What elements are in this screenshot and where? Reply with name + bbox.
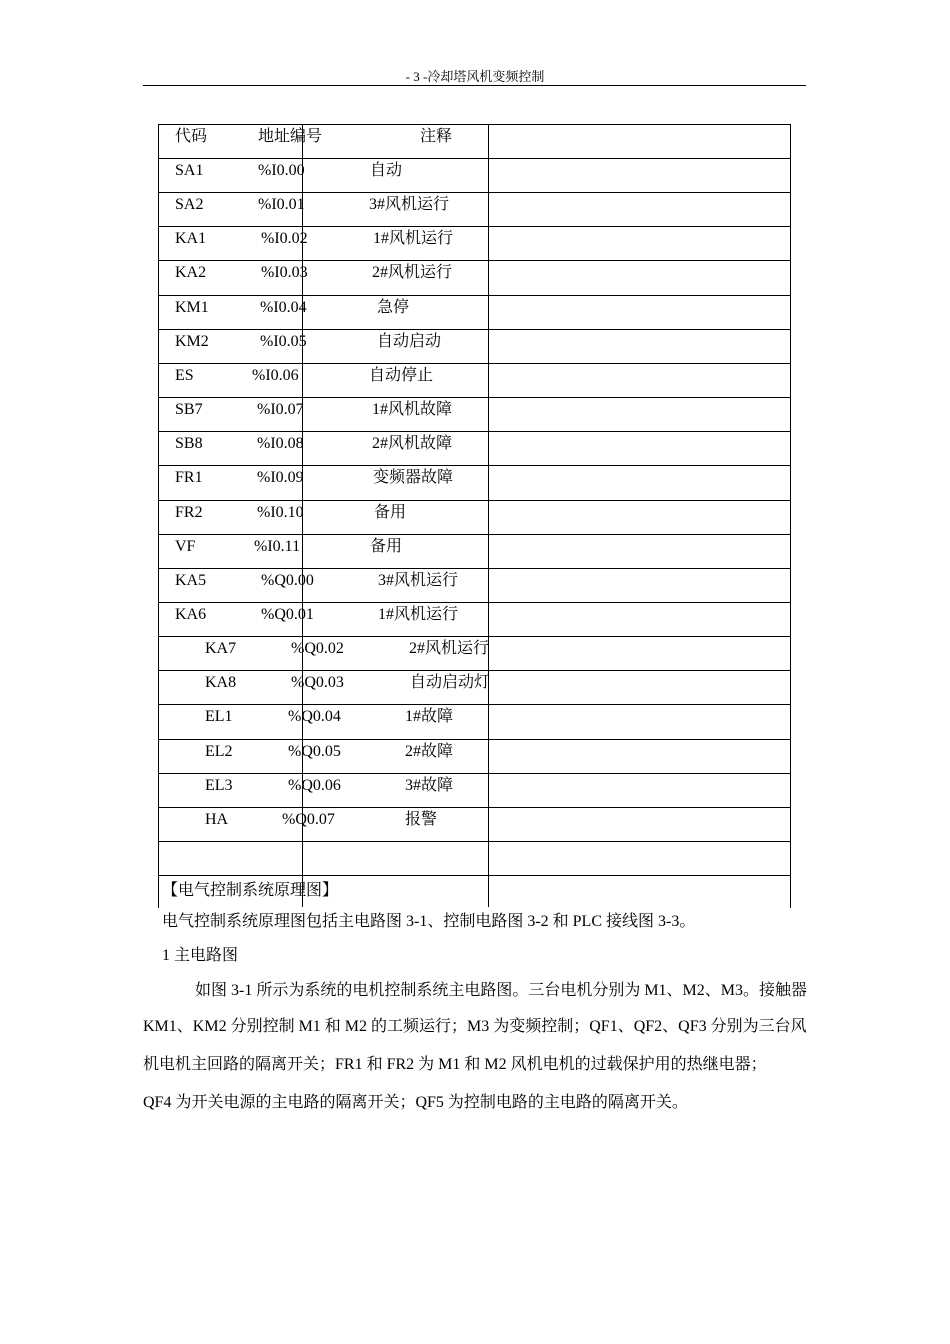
table-row-line [158, 500, 790, 501]
section-title: 【电气控制系统原理图】 [162, 882, 339, 899]
row-code: KA2 [175, 264, 207, 282]
row-code: SA1 [175, 162, 204, 179]
row-note: 备用 [370, 537, 403, 555]
row-note: 2#风机运行 [372, 264, 453, 282]
table-row-line [158, 773, 790, 774]
row-code: KA6 [175, 605, 207, 623]
table-row-line [158, 431, 790, 432]
row-note: 自动启动灯 [410, 674, 491, 692]
row-address: %I0.09 [257, 469, 304, 487]
row-code: KM2 [175, 332, 209, 350]
row-note: 3#风机运行 [369, 196, 450, 214]
row-address: %Q0.01 [261, 605, 314, 623]
row-code: KM1 [175, 298, 209, 316]
table-row-line [158, 534, 790, 535]
row-address: %Q0.05 [288, 742, 341, 760]
row-note: 自动停止 [369, 366, 434, 384]
table-row-line [158, 636, 790, 637]
table-row-line [158, 841, 790, 842]
paragraph-line: 机电机主回路的隔离开关；FR1 和 FR2 为 M1 和 M2 风机电机的过载保护用的热继电器； [143, 1056, 767, 1073]
row-code: SA2 [175, 196, 204, 214]
row-note: 2#故障 [405, 742, 454, 760]
table-divider-2 [488, 124, 489, 907]
row-address: %Q0.00 [261, 571, 314, 589]
row-address: %Q0.06 [288, 776, 341, 794]
table-row-line [158, 192, 790, 193]
table-row-line [158, 397, 790, 398]
row-address: %I0.02 [261, 230, 308, 248]
row-note: 3#风机运行 [378, 571, 459, 589]
table-row-line [158, 465, 790, 466]
row-address: %I0.08 [257, 435, 304, 453]
row-address: %Q0.04 [288, 708, 341, 726]
table-row-line [158, 875, 790, 876]
table-row-line [158, 158, 790, 159]
row-address: %Q0.02 [291, 640, 344, 658]
row-address: %Q0.07 [282, 810, 335, 828]
subheading: 1 主电路图 [162, 947, 239, 964]
row-note: 2#风机故障 [372, 435, 453, 453]
row-address: %I0.06 [252, 366, 299, 384]
row-note: 2#风机运行 [409, 640, 490, 658]
table-row-line [158, 329, 790, 330]
paragraph-line: 如图 3-1 所示为系统的电机控制系统主电路图。三台电机分别为 M1、M2、M3。接触器 [195, 982, 808, 999]
table-row-line [158, 568, 790, 569]
row-code: FR2 [175, 503, 203, 521]
row-note: 备用 [374, 503, 407, 521]
col-header-note: 注释 [420, 128, 453, 145]
row-address: %I0.10 [257, 503, 304, 521]
table-row-line [158, 807, 790, 808]
row-code: KA7 [205, 640, 237, 658]
row-note: 1#风机运行 [378, 605, 459, 623]
row-address: %Q0.03 [291, 674, 344, 692]
table-row-line [158, 704, 790, 705]
row-code: SB8 [175, 435, 203, 453]
row-address: %I0.00 [258, 162, 305, 179]
row-code: SB7 [175, 401, 203, 419]
row-code: EL3 [205, 776, 233, 794]
col-header-code: 代码 [175, 128, 208, 145]
row-note: 急停 [377, 298, 410, 316]
io-table [158, 124, 791, 908]
col-header-address: 地址编号 [258, 128, 323, 145]
row-note: 变频器故障 [373, 469, 454, 487]
header-rule [143, 85, 806, 86]
table-row-line [158, 226, 790, 227]
row-note: 自动启动 [377, 332, 442, 350]
row-code: KA8 [205, 674, 237, 692]
row-address: %I0.01 [258, 196, 305, 214]
row-address: %I0.04 [260, 298, 307, 316]
intro-paragraph: 电气控制系统原理图包括主电路图 3-1、控制电路图 3-2 和 PLC 接线图 3-3。 [162, 913, 696, 930]
row-code: KA1 [175, 230, 207, 248]
table-row-line [158, 260, 790, 261]
paragraph-line: KM1、KM2 分别控制 M1 和 M2 的工频运行；M3 为变频控制；QF1、QF2、QF3 分别为三台风 [143, 1018, 807, 1035]
row-code: EL2 [205, 742, 233, 760]
row-code: EL1 [205, 708, 233, 726]
row-address: %I0.03 [261, 264, 308, 282]
table-row-line [158, 363, 790, 364]
paragraph-line: QF4 为开关电源的主电路的隔离开关；QF5 为控制电路的主电路的隔离开关。 [143, 1094, 688, 1111]
table-row-line [158, 602, 790, 603]
row-note: 1#故障 [405, 708, 454, 726]
row-address: %I0.07 [257, 401, 304, 419]
row-code: ES [175, 366, 194, 384]
row-code: KA5 [175, 571, 207, 589]
row-note: 自动 [370, 162, 403, 179]
row-code: HA [205, 810, 229, 828]
table-row-line [158, 295, 790, 296]
row-note: 1#风机故障 [372, 401, 453, 419]
row-note: 报警 [405, 810, 438, 828]
row-address: %I0.05 [260, 332, 307, 350]
page-header: - 3 -冷却塔风机变频控制 [405, 69, 545, 84]
row-code: FR1 [175, 469, 203, 487]
row-note: 1#风机运行 [373, 230, 454, 248]
table-row-line [158, 739, 790, 740]
row-address: %I0.11 [254, 537, 301, 555]
row-note: 3#故障 [405, 776, 454, 794]
table-row-line [158, 670, 790, 671]
row-code: VF [175, 537, 196, 555]
